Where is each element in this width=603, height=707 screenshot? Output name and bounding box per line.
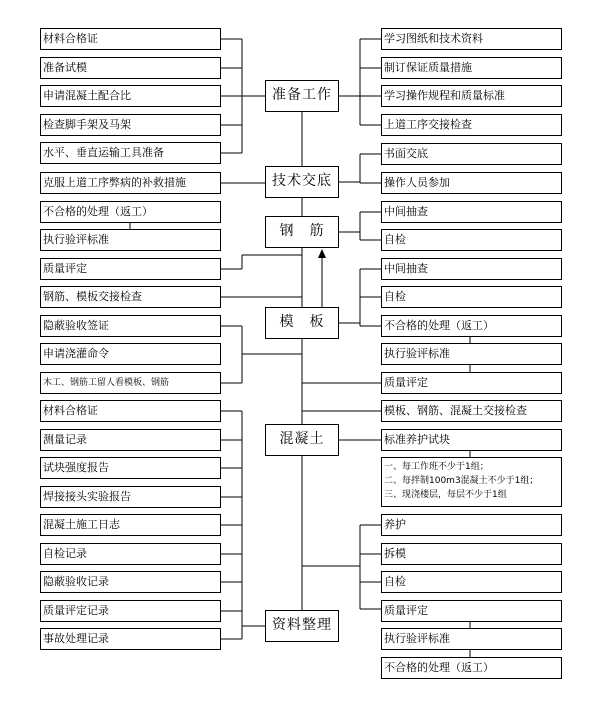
right-formwork-rebar-concrete-handover: 模板、钢筋、混凝土交接检查: [381, 400, 562, 422]
left-specimen-strength-report: 试块强度报告: [40, 457, 221, 479]
right-standard-curing-specimens: 标准养护试块: [381, 429, 562, 451]
right-formwork-self-check: 自检: [381, 286, 562, 308]
left-quality-evaluation-records: 质量评定记录: [40, 600, 221, 622]
right-rebar-spot-check: 中间抽查: [381, 201, 562, 223]
left-apply-mix-ratio: 申请混凝土配合比: [40, 85, 221, 107]
note-line-3: 三、现浇楼层，每层不少于1组: [384, 490, 507, 500]
right-specimen-frequency-notes: [381, 457, 562, 507]
right-written-briefing: 书面交底: [381, 143, 562, 165]
left-remedial-measures: 克服上道工序弊病的补救措施: [40, 172, 221, 194]
step-documentation: 资料整理: [265, 610, 339, 642]
left-rework-nonconforming: 不合格的处理（返工）: [40, 201, 221, 223]
step-preparation: 准备工作: [265, 80, 339, 112]
right-study-procedures: 学习操作规程和质量标准: [381, 85, 562, 107]
arrowhead: [318, 249, 326, 258]
right-apply-evaluation-standard-2: 执行验评标准: [381, 628, 562, 650]
right-apply-evaluation-standard: 执行验评标准: [381, 343, 562, 365]
step-technical-briefing: 技术交底: [265, 166, 339, 198]
right-study-drawings: 学习图纸和技术资料: [381, 28, 562, 50]
left-material-certificate-2: 材料合格证: [40, 400, 221, 422]
right-rebar-self-check: 自检: [381, 229, 562, 251]
note-line-1: 一、每工作班不少于1组；: [384, 462, 489, 472]
step-concrete: 混凝土: [265, 424, 339, 456]
left-transport-tools: 水平、垂直运输工具准备: [40, 142, 221, 164]
left-accident-handling-records: 事故处理记录: [40, 628, 221, 650]
right-quality-measures: 制订保证质量措施: [381, 57, 562, 79]
left-watch-formwork-rebar: 木工、钢筋工留人看模板、钢筋: [40, 372, 221, 394]
left-check-scaffolding: 检查脚手架及马架: [40, 114, 221, 136]
left-survey-records: 测量记录: [40, 429, 221, 451]
left-self-inspection-records: 自检记录: [40, 543, 221, 565]
right-curing: 养护: [381, 514, 562, 536]
left-apply-pour-order: 申请浇灌命令: [40, 343, 221, 365]
right-rework-nonconforming: 不合格的处理（返工）: [381, 315, 562, 337]
right-quality-evaluation: 质量评定: [381, 372, 562, 394]
step-rebar: 钢 筋: [265, 216, 339, 248]
right-quality-evaluation-2: 质量评定: [381, 600, 562, 622]
left-quality-evaluation: 质量评定: [40, 258, 221, 280]
right-previous-process-handover: 上道工序交接检查: [381, 114, 562, 136]
left-prepare-test-molds: 准备试模: [40, 57, 221, 79]
left-weld-test-report: 焊接接头实验报告: [40, 486, 221, 508]
left-concrete-construction-log: 混凝土施工日志: [40, 514, 221, 536]
step-formwork: 模 板: [265, 307, 339, 339]
right-self-check: 自检: [381, 571, 562, 593]
left-concealed-acceptance-records: 隐蔽验收记录: [40, 571, 221, 593]
right-form-removal: 拆模: [381, 543, 562, 565]
left-concealed-acceptance-signoff: 隐蔽验收签证: [40, 315, 221, 337]
note-line-2: 二、每拌制100m3混凝土不少于1组；: [384, 476, 539, 486]
left-apply-evaluation-standard: 执行验评标准: [40, 229, 221, 251]
right-formwork-spot-check: 中间抽查: [381, 258, 562, 280]
left-rebar-formwork-handover: 钢筋、模板交接检查: [40, 286, 221, 308]
left-material-certificate: 材料合格证: [40, 28, 221, 50]
right-operators-participate: 操作人员参加: [381, 172, 562, 194]
right-rework-nonconforming-2: 不合格的处理（返工）: [381, 657, 562, 679]
